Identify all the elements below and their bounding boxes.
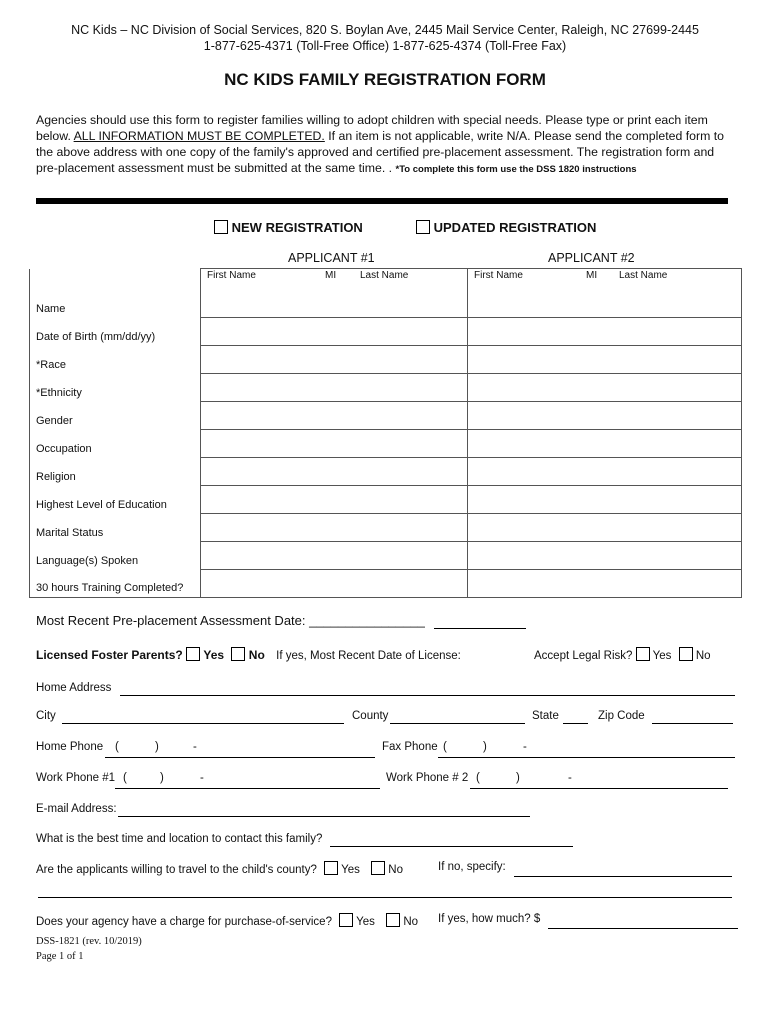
updated-registration-checkbox[interactable]: [416, 220, 430, 234]
foster-no-checkbox[interactable]: [231, 647, 245, 661]
best-time-input[interactable]: [330, 846, 573, 847]
fax-phone-input[interactable]: [438, 757, 735, 758]
applicant-1-marital-field[interactable]: [201, 514, 468, 542]
form-title: NC KIDS FAMILY REGISTRATION FORM: [224, 70, 546, 89]
new-registration-label: NEW REGISTRATION: [231, 220, 363, 235]
charge-yes-label: Yes: [356, 916, 375, 928]
applicant-1-education-field[interactable]: [201, 486, 468, 514]
form-number: DSS-1821 (rev. 10/2019): [36, 936, 142, 947]
how-much-label: If yes, how much? $: [438, 913, 541, 925]
row-label: Religion: [30, 458, 201, 486]
intro-emphasis: ALL INFORMATION MUST BE COMPLETED.: [73, 129, 325, 143]
work-phone-2-dash: -: [568, 772, 572, 784]
applicant-1-occupation-field[interactable]: [201, 430, 468, 458]
applicant-1-name-field[interactable]: [201, 269, 468, 318]
row-label: Name: [30, 269, 201, 318]
work-phone-2-label: Work Phone # 2: [386, 772, 469, 784]
applicant-2-training-field[interactable]: [468, 570, 742, 598]
applicant-2-marital-field[interactable]: [468, 514, 742, 542]
applicant-2-heading: APPLICANT #2: [548, 251, 635, 265]
foster-parents-row: [36, 647, 461, 662]
new-registration-option[interactable]: [214, 220, 363, 235]
work-phone-1-dash: -: [200, 772, 204, 784]
home-phone-input[interactable]: [105, 757, 375, 758]
specify-label: If no, specify:: [438, 861, 506, 873]
home-phone-paren-close: ): [155, 741, 159, 753]
legal-risk-yes-label: Yes: [652, 650, 672, 662]
assessment-date-label: Most Recent Pre-placement Assessment Date:: [36, 613, 306, 628]
license-date-label: If yes, Most Recent Date of License:: [276, 650, 461, 662]
applicant-2-name-field[interactable]: [468, 269, 742, 318]
applicant-2-education-field[interactable]: [468, 486, 742, 514]
work-phone-2-paren-close: ): [516, 772, 520, 784]
state-input[interactable]: [563, 723, 588, 724]
home-phone-paren-open: (: [115, 741, 119, 753]
row-label: Highest Level of Education: [30, 486, 201, 514]
charge-no-checkbox[interactable]: [386, 913, 400, 927]
travel-yes-label: Yes: [341, 864, 360, 876]
state-label: State: [532, 710, 559, 722]
instructions-note: *To complete this form use the DSS 1820 instructions: [395, 164, 637, 175]
county-input[interactable]: [390, 723, 525, 724]
section-divider: [36, 198, 728, 204]
applicant-2-race-field[interactable]: [468, 346, 742, 374]
legal-risk-no-label: No: [695, 650, 711, 662]
first-name-label: First Name: [207, 270, 256, 281]
legal-risk-no-checkbox[interactable]: [679, 647, 693, 661]
row-label: Marital Status: [30, 514, 201, 542]
updated-registration-label: UPDATED REGISTRATION: [433, 220, 597, 235]
updated-registration-option[interactable]: [416, 220, 596, 235]
assessment-date-row: [36, 613, 425, 628]
applicant-1-ethnicity-field[interactable]: [201, 374, 468, 402]
applicant-1-religion-field[interactable]: [201, 458, 468, 486]
applicant-1-gender-field[interactable]: [201, 402, 468, 430]
work-phone-1-paren-open: (: [123, 772, 127, 784]
fax-phone-label: Fax Phone: [382, 741, 438, 753]
applicant-1-race-field[interactable]: [201, 346, 468, 374]
work-phone-2-input[interactable]: [470, 788, 728, 789]
first-name-label: First Name: [474, 270, 523, 281]
charge-label: Does your agency have a charge for purchase-of-service?: [36, 916, 332, 928]
home-phone-label: Home Phone: [36, 741, 104, 753]
travel-yes-checkbox[interactable]: [324, 861, 338, 875]
travel-row: [36, 861, 403, 876]
zip-input[interactable]: [652, 723, 733, 724]
email-label: E-mail Address:: [36, 803, 117, 815]
specify-input-continued[interactable]: [38, 897, 732, 898]
last-name-label: Last Name: [619, 270, 668, 281]
work-phone-1-input[interactable]: [115, 788, 380, 789]
assessment-date-input[interactable]: ________________: [309, 613, 425, 628]
page-number: Page 1 of 1: [36, 951, 84, 962]
row-label: *Race: [30, 346, 201, 374]
specify-input[interactable]: [514, 876, 732, 877]
email-input[interactable]: [118, 816, 530, 817]
travel-no-label: No: [388, 864, 403, 876]
foster-no-label: No: [248, 648, 265, 662]
assessment-date-line[interactable]: [434, 628, 526, 629]
city-input[interactable]: [62, 723, 344, 724]
applicant-2-occupation-field[interactable]: [468, 430, 742, 458]
fax-phone-dash: -: [523, 741, 527, 753]
county-label: County: [352, 710, 389, 722]
applicant-1-dob-field[interactable]: [201, 318, 468, 346]
zip-label: Zip Code: [598, 710, 645, 722]
applicant-table: [29, 268, 742, 598]
new-registration-checkbox[interactable]: [214, 220, 228, 234]
foster-yes-checkbox[interactable]: [186, 647, 200, 661]
last-name-label: Last Name: [360, 270, 409, 281]
how-much-input[interactable]: [548, 928, 738, 929]
home-address-input[interactable]: [120, 695, 735, 696]
row-label: *Ethnicity: [30, 374, 201, 402]
applicant-2-ethnicity-field[interactable]: [468, 374, 742, 402]
applicant-2-gender-field[interactable]: [468, 402, 742, 430]
applicant-1-language-field[interactable]: [201, 542, 468, 570]
applicant-2-language-field[interactable]: [468, 542, 742, 570]
row-label: Language(s) Spoken: [30, 542, 201, 570]
agency-address: NC Kids – NC Division of Social Services, 820 S. Boylan Ave, 2445 Mail Service Center, Raleigh, NC 27699-2445: [71, 23, 699, 37]
agency-phones: 1-877-625-4371 (Toll-Free Office) 1-877-625-4374 (Toll-Free Fax): [203, 39, 567, 53]
work-phone-2-paren-open: (: [476, 772, 480, 784]
foster-parents-label: Licensed Foster Parents?: [36, 648, 183, 662]
best-time-label: What is the best time and location to contact this family?: [36, 833, 323, 845]
legal-risk-row: [534, 647, 711, 662]
applicant-1-training-field[interactable]: [201, 570, 468, 598]
mi-label: MI: [325, 270, 337, 281]
row-label: Date of Birth (mm/dd/yy): [30, 318, 201, 346]
fax-phone-paren-open: (: [443, 741, 447, 753]
legal-risk-yes-checkbox[interactable]: [636, 647, 650, 661]
intro-text-2: If an item is not applicable, write N/A. Please send the completed form to the above address with one copy of the family's approved and certified pre-placement assessment. The registration form and pre-placement assessment must be submitted at the same time. .: [36, 129, 724, 175]
intro-text-1: Agencies should use this form to register families willing to adopt children with special needs. Please type or print each item below.: [36, 113, 708, 143]
applicant-2-dob-field[interactable]: [468, 318, 742, 346]
mi-label: MI: [586, 270, 598, 281]
charge-no-label: No: [403, 916, 419, 928]
applicant-1-heading: APPLICANT #1: [288, 251, 375, 265]
charge-row: [36, 913, 418, 928]
work-phone-1-paren-close: ): [160, 772, 164, 784]
row-label: 30 hours Training Completed?: [30, 570, 201, 598]
legal-risk-label: Accept Legal Risk?: [534, 650, 633, 662]
travel-label: Are the applicants willing to travel to the child's county?: [36, 864, 317, 876]
charge-yes-checkbox[interactable]: [339, 913, 353, 927]
fax-phone-paren-close: ): [483, 741, 487, 753]
intro-paragraph: [36, 112, 736, 178]
foster-yes-label: Yes: [203, 648, 225, 662]
row-label: Gender: [30, 402, 201, 430]
row-label: Occupation: [30, 430, 201, 458]
work-phone-1-label: Work Phone #1: [36, 772, 116, 784]
applicant-2-religion-field[interactable]: [468, 458, 742, 486]
city-label: City: [36, 710, 56, 722]
travel-no-checkbox[interactable]: [371, 861, 385, 875]
home-address-label: Home Address: [36, 682, 112, 694]
home-phone-dash: -: [193, 741, 197, 753]
